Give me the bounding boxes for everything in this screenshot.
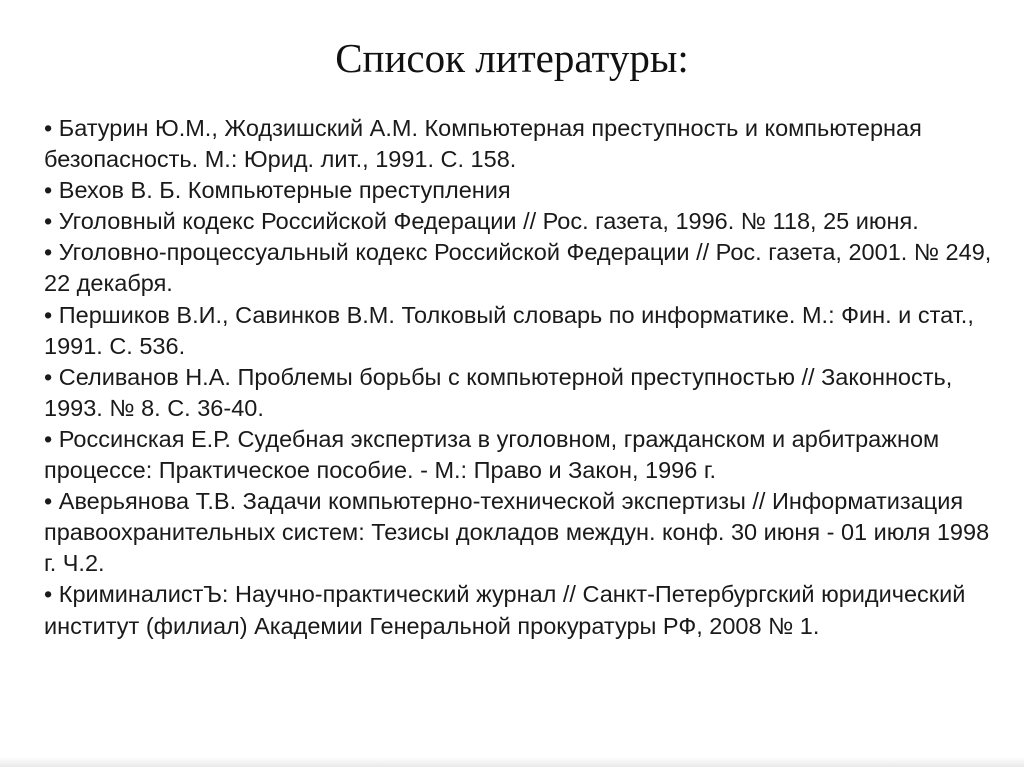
reference-item [44, 300, 1004, 362]
bottom-shadow [0, 757, 1024, 767]
bullet: • [44, 425, 53, 452]
reference-item [44, 175, 1004, 206]
reference-text: Уголовный кодекс Российской Федерации // Рос. газета, 1996. № 118, 25 июня. [58, 208, 919, 235]
reference-item [44, 237, 1004, 299]
reference-text: Першиков В.И., Савинков В.М. Толковый словарь по информатике. М.: Фин. и стат., 1991. С. 536. [44, 301, 974, 359]
reference-text: Селиванов Н.А. Проблемы борьбы с компьютерной преступностью // Законность, 1993. № 8. С. 36-40. [44, 363, 953, 421]
reference-text: КриминалистЪ: Научно-практический журнал // Санкт-Петербургский юридический институт (филиал) Академии Генеральной прокуратуры РФ, 2008 № 1. [44, 581, 966, 639]
bullet: • [44, 488, 53, 515]
reference-item [44, 424, 1004, 486]
reference-item [44, 579, 1004, 641]
bullet: • [44, 208, 53, 235]
reference-item [44, 486, 1004, 579]
reference-text: Аверьянова Т.В. Задачи компьютерно-технической экспертизы // Информатизация правоохранительных систем: Тезисы докладов междун. конф. 30 июня - 01 июля 1998 г. Ч.2. [44, 488, 990, 577]
bullet: • [44, 115, 53, 141]
bullet: • [44, 581, 53, 608]
bullet: • [44, 301, 53, 328]
slide-title: Список литературы: [335, 35, 689, 81]
bullet: • [44, 363, 53, 390]
bullet: • [44, 239, 53, 266]
reference-item [44, 206, 1004, 237]
reference-text: Уголовно-процессуальный кодекс Российской Федерации // Рос. газета, 2001. № 249, 22 декабря. [44, 239, 992, 297]
reference-item [44, 113, 1004, 175]
bullet: • [44, 177, 53, 204]
reference-text: Вехов В. Б. Компьютерные преступления [58, 177, 511, 204]
reference-text: Россинская Е.Р. Судебная экспертиза в уголовном, гражданском и арбитражном процессе: Практическое пособие. - М.: Право и Закон, 1996 г. [44, 425, 940, 484]
reference-item [44, 362, 1004, 424]
reference-list [44, 113, 1004, 642]
reference-text: Батурин Ю.М., Жодзишский А.М. Компьютерная преступность и компьютерная безопасность. М.: Юрид. лит., 1991. С. 158. [44, 115, 922, 173]
